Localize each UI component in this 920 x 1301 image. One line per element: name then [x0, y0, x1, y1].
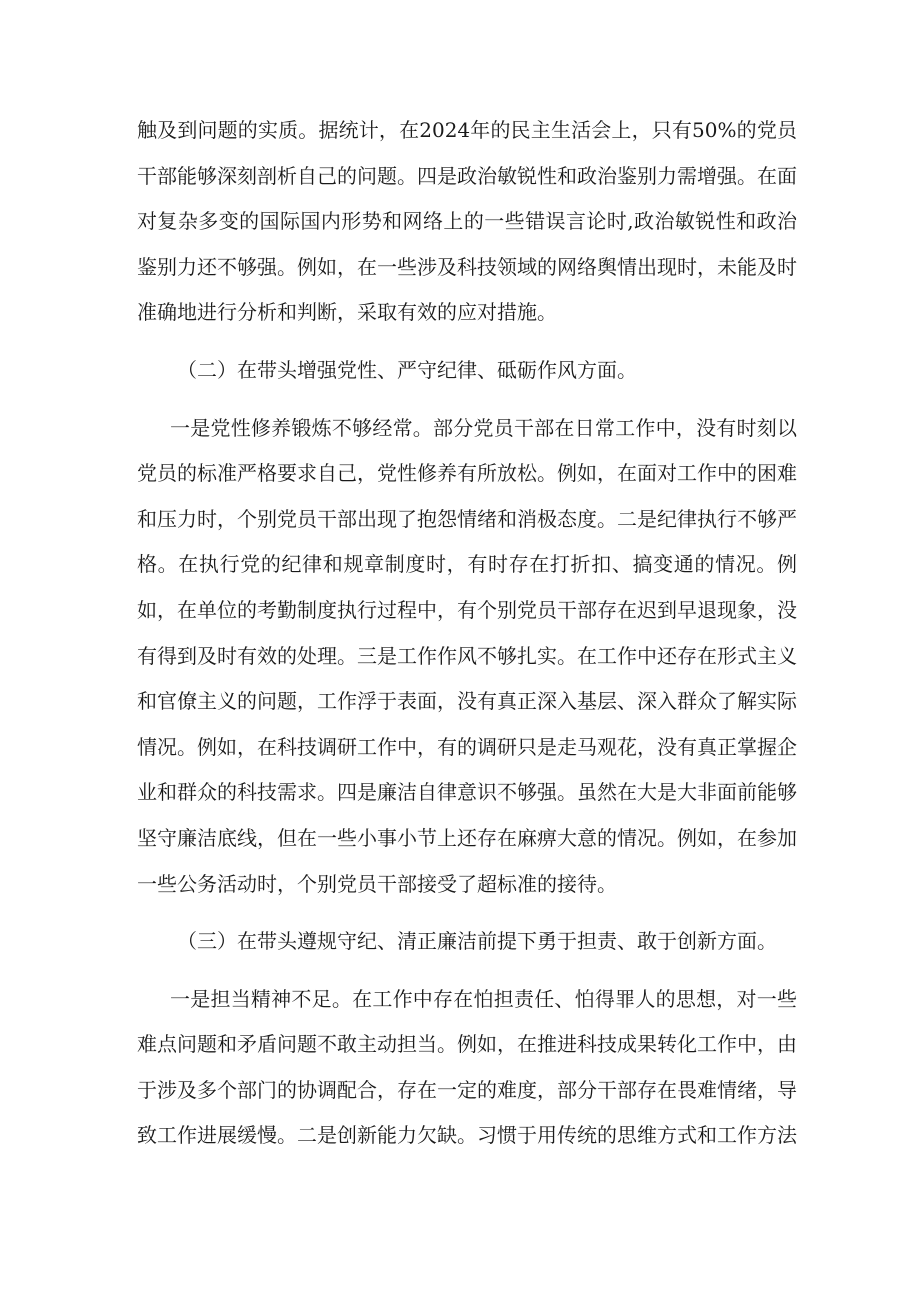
section-heading-3: （三）在带头遵规守纪、清正廉洁前提下勇于担责、敢于创新方面。	[177, 929, 777, 954]
paragraph-section-2: 一是党性修养锻炼不够经常。部分党员干部在日常工作中，没有时刻以党员的标准严格要求自己，党性修养有所放松。例如，在面对工作中的困难和压力时，个别党员干部出现了抱怨情绪和消极态度。二是纪律执行不够严格。在执行党的纪律和规章制度时，有时存在打折扣、搞变通的情况。例如，在单位的考勤制度执行过程中，有个别党员干部存在迟到早退现象，没有得到及时有效的处理。三是工作作风不够扎实。在工作中还存在形式主义和官僚主义的问题，工作浮于表面，没有真正深入基层、深入群众了解实际情况。例如，在科技调研工作中，有的调研只是走马观花，没有真正掌握企业和群众的科技需求。四是廉洁自律意识不够强。虽然在大是大非面前能够坚守廉洁底线，但在一些小事小节上还存在麻痹大意的情况。例如，在参加一些公务活动时，个别党员干部接受了超标准的接待。	[137, 415, 797, 896]
paragraph-continuation: 触及到问题的实质。据统计，在2024年的民主生活会上，只有50%的党员干部能够深刻剖析自己的问题。四是政治敏锐性和政治鉴别力需增强。在面对复杂多变的国际国内形势和网络上的一些错误言论时,政治敏锐性和政治鉴别力还不够强。例如，在一些涉及科技领域的网络舆情出现时，未能及时准确地进行分析和判断，采取有效的应对措施。	[137, 118, 797, 325]
paragraph-section-3: 一是担当精神不足。在工作中存在怕担责任、怕得罪人的思想，对一些难点问题和矛盾问题不敢主动担当。例如，在推进科技成果转化工作中，由于涉及多个部门的协调配合，存在一定的难度，部分干部存在畏难情绪，导致工作进展缓慢。二是创新能力欠缺。习惯于用传统的思维方式和工作方法	[137, 986, 797, 1148]
section-heading-2: （二）在带头增强党性、严守纪律、砥砺作风方面。	[177, 357, 637, 382]
document-body	[137, 108, 797, 1159]
